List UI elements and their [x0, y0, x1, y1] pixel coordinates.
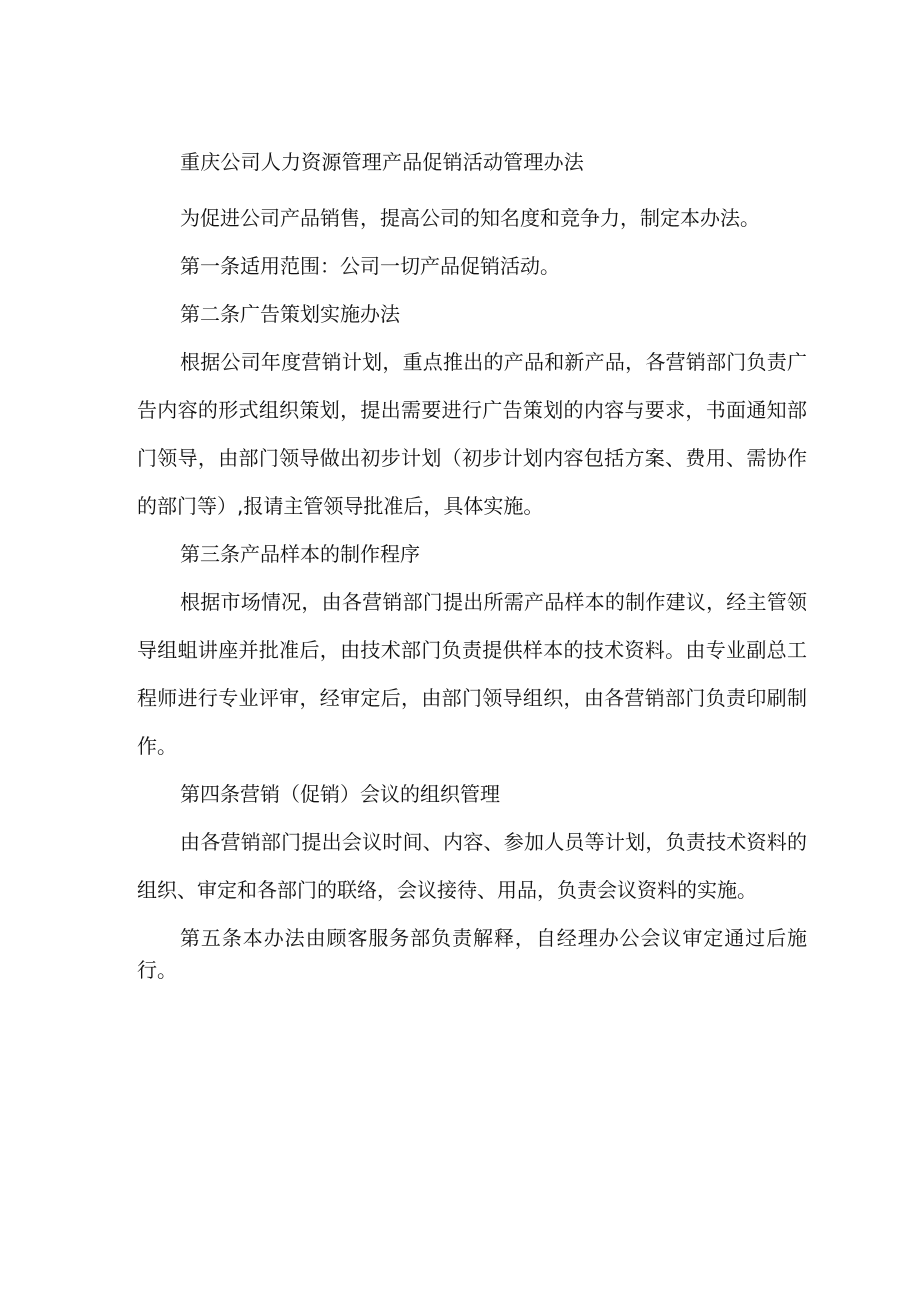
paragraph-article-4-body: 由各营销部门提出会议时间、内容、参加人员等计划，负责技术资料的组织、审定和各部门的联络，会议接待、用品，负责会议资料的实施。: [137, 830, 807, 902]
document-body: [137, 146, 807, 1002]
heading-article-2: 第二条广告策划实施办法: [180, 302, 400, 326]
paragraph-intro: 为促进公司产品销售，提高公司的知名度和竞争力，制定本办法。: [180, 206, 760, 230]
paragraph-article-1: 第一条适用范围：公司一切产品促销活动。: [180, 254, 560, 278]
document-title: 重庆公司人力资源管理产品促销活动管理办法: [180, 150, 584, 174]
paragraph-article-5: 第五条本办法由顾客服务部负责解释，自经理办公会议审定通过后施行。: [137, 926, 807, 982]
paragraph-article-3-body: 根据市场情况，由各营销部门提出所需产品样本的制作建议，经主管领导组蛆讲座并批准后，由技术部门负责提供样本的技术资料。由专业副总工程师进行专业评审，经审定后，由部门领导组织，由各营销部门负责印刷制作。: [137, 590, 807, 758]
paragraph-article-2-body: 根据公司年度营销计划，重点推出的产品和新产品，各营销部门负责广告内容的形式组织策划，提出需要进行广告策划的内容与要求，书面通知部门领导，由部门领导做出初步计划（初步计划内容包括方案、费用、需协作的部门等）,报请主管领导批准后，具体实施。: [137, 350, 807, 518]
heading-article-3: 第三条产品样本的制作程序: [180, 542, 420, 566]
heading-article-4: 第四条营销（促销）会议的组织管理: [180, 782, 500, 806]
